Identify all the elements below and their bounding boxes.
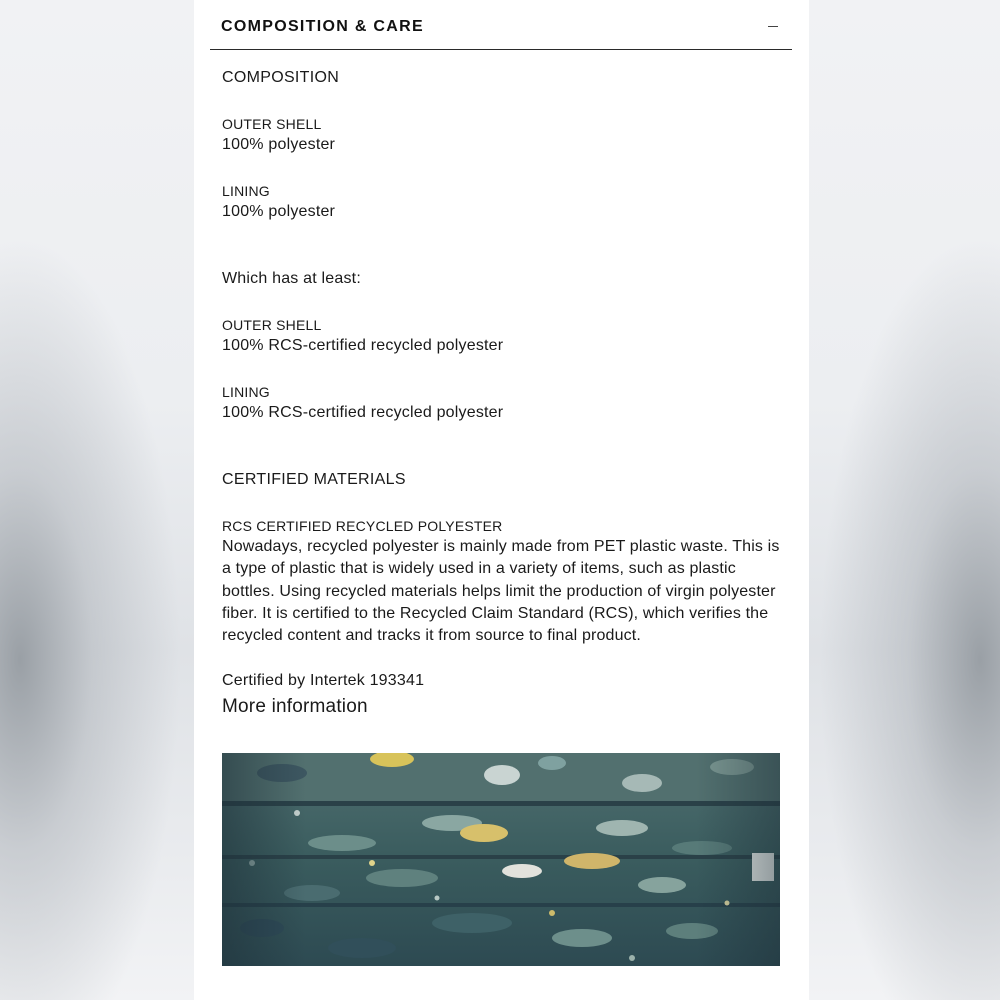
- certified-by: Certified by Intertek 193341: [222, 672, 425, 689]
- recycled-lining-label: LINING: [222, 384, 270, 400]
- accordion-title: COMPOSITION & CARE: [221, 18, 424, 35]
- recycled-plastic-image: [222, 753, 780, 966]
- description-line: fiber. It is certified to the Recycled Claim Standard (RCS), which verifies the: [222, 604, 769, 622]
- more-information-link[interactable]: More information: [222, 696, 368, 717]
- recycled-outer-shell-label: OUTER SHELL: [222, 317, 322, 333]
- recycled-lining-value: 100% RCS-certified recycled polyester: [222, 404, 504, 421]
- composition-care-panel: [194, 0, 809, 1000]
- recycled-outer-shell-value: 100% RCS-certified recycled polyester: [222, 337, 504, 354]
- certified-materials-heading: CERTIFIED MATERIALS: [222, 471, 406, 488]
- plastic-bales-illustration: [222, 753, 780, 966]
- lining-label: LINING: [222, 183, 270, 199]
- accordion-header[interactable]: [210, 0, 792, 50]
- material-label: RCS CERTIFIED RECYCLED POLYESTER: [222, 518, 503, 534]
- description-line: a type of plastic that is widely used in a variety of items, such as plastic: [222, 560, 736, 578]
- description-line: Nowadays, recycled polyester is mainly made from PET plastic waste. This is: [222, 538, 780, 555]
- outer-shell-value: 100% polyester: [222, 136, 336, 153]
- description-line: recycled content and tracks it from source to final product.: [222, 627, 641, 645]
- minimum-intro: Which has at least:: [222, 270, 361, 287]
- description-line: bottles. Using recycled materials helps limit the production of virgin polyester: [222, 582, 776, 600]
- minus-icon[interactable]: [768, 26, 778, 27]
- outer-shell-label: OUTER SHELL: [222, 116, 322, 132]
- composition-heading: COMPOSITION: [222, 69, 340, 86]
- material-description: [222, 536, 788, 647]
- lining-value: 100% polyester: [222, 203, 336, 220]
